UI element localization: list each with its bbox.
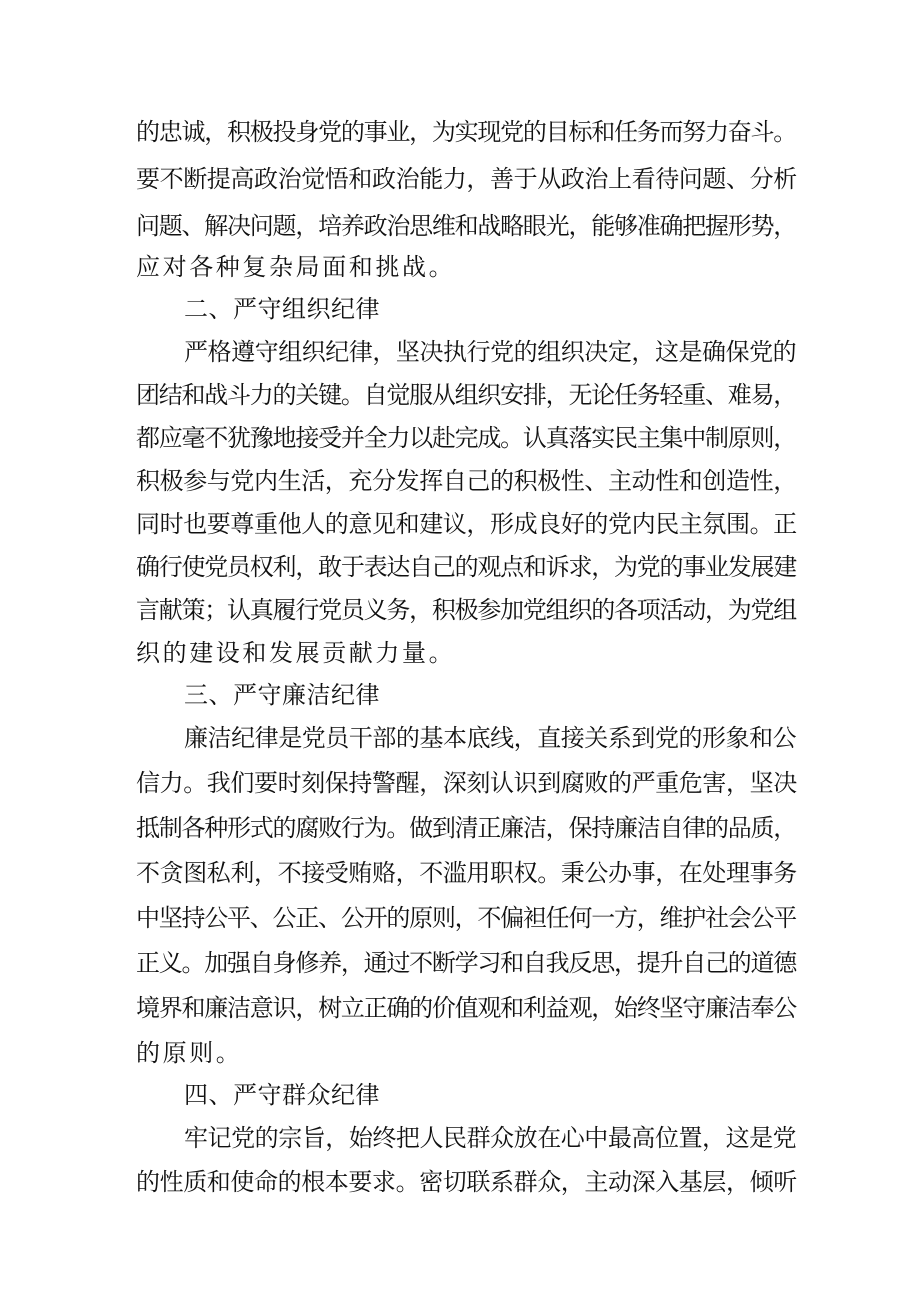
paragraph-line: 织的建设和发展贡献力量。 [136,639,456,667]
paragraph-line: 言献策；认真履行党员义务，积极参加党组织的各项活动，为党组 [136,596,796,624]
paragraph-line: 信力。我们要时刻保持警醒，深刻认识到腐败的严重危害，坚决 [136,769,797,797]
paragraph-line: 廉洁纪律是党员干部的基本底线，直接关系到党的形象和公 [184,724,796,752]
paragraph-line: 问题、解决问题，培养政治思维和战略眼光，能够准确把握形势， [136,212,796,240]
paragraph-line: 要不断提高政治觉悟和政治能力，善于从政治上看待问题、分析 [136,165,797,193]
paragraph-line: 积极参与党内生活，充分发挥自己的积极性、主动性和创造性， [136,467,797,495]
paragraph-line: 严格遵守组织纪律，坚决执行党的组织决定，这是确保党的 [184,338,796,366]
paragraph-line: 抵制各种形式的腐败行为。做到清正廉洁，保持廉洁自律的品质， [136,814,796,842]
paragraph-line: 确行使党员权利，敢于表达自己的观点和诉求，为党的事业发展建 [136,553,796,581]
paragraph-line: 团结和战斗力的关键。自觉服从组织安排，无论任务轻重、难易， [136,381,796,409]
paragraph-line: 不贪图私利，不接受贿赂，不滥用职权。秉公办事，在处理事务 [136,859,797,887]
paragraph-line: 应对各种复杂局面和挑战。 [136,253,456,281]
paragraph-line: 中坚持公平、公正、公开的原则，不偏袒任何一方，维护社会公平 [136,904,796,932]
paragraph-line: 都应毫不犹豫地接受并全力以赴完成。认真落实民主集中制原则， [136,424,796,452]
paragraph-line: 的原则。 [136,1039,243,1067]
paragraph-line: 正义。加强自身修养，通过不断学习和自我反思，提升自己的道德 [136,949,796,977]
paragraph-line: 境界和廉洁意识，树立正确的价值观和利益观，始终坚守廉洁奉公 [136,994,796,1022]
section-heading-organization: 二、严守组织纪律 [184,295,380,323]
paragraph-line: 的忠诚，积极投身党的事业，为实现党的目标和任务而努力奋斗。 [136,118,796,146]
paragraph-line: 的性质和使命的根本要求。密切联系群众，主动深入基层，倾听 [136,1168,797,1196]
section-heading-integrity: 三、严守廉洁纪律 [184,681,380,709]
paragraph-line: 同时也要尊重他人的意见和建议，形成良好的党内民主氛围。正 [136,510,797,538]
section-heading-masses: 四、严守群众纪律 [184,1081,380,1109]
paragraph-line: 牢记党的宗旨，始终把人民群众放在心中最高位置，这是党 [184,1124,796,1152]
